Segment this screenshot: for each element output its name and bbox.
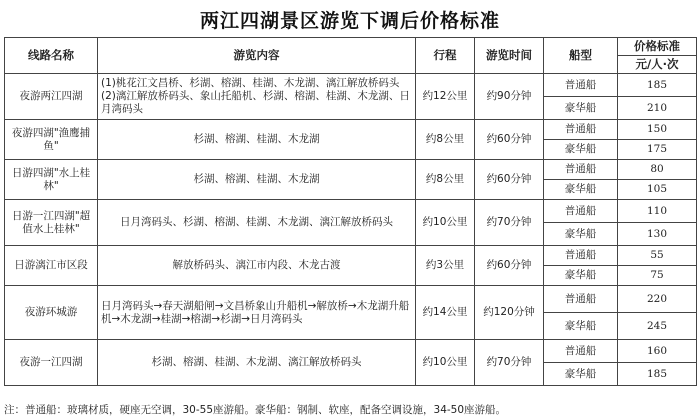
boat-type-luxury: 豪华船	[544, 313, 618, 340]
price-standard: 220	[618, 286, 697, 313]
table-row	[5, 286, 697, 313]
route-content: (1)桃花江文昌桥、杉湖、榕湖、桂湖、木龙湖、漓江解放桥码头 (2)漓江解放桥码头、象山托船机、杉湖、榕湖、桂湖、木龙湖、日月湾码头	[98, 74, 416, 120]
route-distance: 约8公里	[416, 120, 475, 160]
route-duration: 约60分钟	[475, 160, 544, 200]
header-duration: 游览时间	[475, 38, 544, 74]
header-route: 线路名称	[5, 38, 98, 74]
price-luxury: 75	[618, 266, 697, 286]
boat-type-standard: 普通船	[544, 120, 618, 140]
boat-type-luxury: 豪华船	[544, 266, 618, 286]
price-standard: 110	[618, 200, 697, 223]
route-name: 日游漓江市区段	[5, 246, 98, 286]
route-distance: 约14公里	[416, 286, 475, 340]
boat-type-standard: 普通船	[544, 160, 618, 180]
boat-type-standard: 普通船	[544, 340, 618, 363]
table-header-row	[5, 38, 697, 56]
price-standard: 150	[618, 120, 697, 140]
table-row	[5, 160, 697, 180]
route-name: 夜游两江四湖	[5, 74, 98, 120]
route-content: 杉湖、榕湖、桂湖、木龙湖	[98, 160, 416, 200]
route-duration: 约120分钟	[475, 286, 544, 340]
boat-type-luxury: 豪华船	[544, 363, 618, 386]
price-luxury: 210	[618, 97, 697, 120]
price-luxury: 130	[618, 223, 697, 246]
price-luxury: 105	[618, 180, 697, 200]
route-name: 夜游环城游	[5, 286, 98, 340]
route-duration: 约60分钟	[475, 120, 544, 160]
route-content: 日月湾码头、杉湖、榕湖、桂湖、木龙湖、漓江解放桥码头	[98, 200, 416, 246]
price-table	[4, 37, 697, 386]
route-duration: 约70分钟	[475, 200, 544, 246]
header-price: 价格标准	[618, 38, 697, 56]
route-content: 杉湖、榕湖、桂湖、木龙湖	[98, 120, 416, 160]
route-distance: 约10公里	[416, 340, 475, 386]
header-distance: 行程	[416, 38, 475, 74]
route-distance: 约12公里	[416, 74, 475, 120]
route-distance: 约10公里	[416, 200, 475, 246]
table-row	[5, 200, 697, 223]
footnote: 注：普通船：玻璃材质，硬座无空调，30-55座游船。豪华船：钢制、软座，配备空调设施，34-50座游船。	[4, 404, 507, 416]
boat-type-standard: 普通船	[544, 200, 618, 223]
header-content: 游览内容	[98, 38, 416, 74]
route-content: 日月湾码头→春天湖船闸→文昌桥象山升船机→解放桥→木龙湖升船机→木龙湖→桂湖→榕湖→杉湖→日月湾码头	[98, 286, 416, 340]
price-standard: 55	[618, 246, 697, 266]
page-title: 两江四湖景区游览下调后价格标准	[199, 10, 500, 32]
table-row	[5, 246, 697, 266]
route-name: 日游一江四湖"超值水上桂林"	[5, 200, 98, 246]
route-name: 夜游一江四湖	[5, 340, 98, 386]
boat-type-standard: 普通船	[544, 74, 618, 97]
boat-type-luxury: 豪华船	[544, 140, 618, 160]
boat-type-standard: 普通船	[544, 286, 618, 313]
route-distance: 约8公里	[416, 160, 475, 200]
price-standard: 185	[618, 74, 697, 97]
price-standard: 160	[618, 340, 697, 363]
price-luxury: 175	[618, 140, 697, 160]
price-standard: 80	[618, 160, 697, 180]
route-content: 杉湖、榕湖、桂湖、木龙湖、漓江解放桥码头	[98, 340, 416, 386]
route-duration: 约90分钟	[475, 74, 544, 120]
route-distance: 约3公里	[416, 246, 475, 286]
table-row	[5, 74, 697, 97]
route-name: 日游四湖"水上桂林"	[5, 160, 98, 200]
boat-type-standard: 普通船	[544, 246, 618, 266]
boat-type-luxury: 豪华船	[544, 180, 618, 200]
table-row	[5, 120, 697, 140]
boat-type-luxury: 豪华船	[544, 223, 618, 246]
route-duration: 约70分钟	[475, 340, 544, 386]
header-price-unit: 元/人·次	[618, 56, 697, 74]
header-boat: 船型	[544, 38, 618, 74]
route-content: 解放桥码头、漓江市内段、木龙古渡	[98, 246, 416, 286]
table-row	[5, 340, 697, 363]
route-duration: 约60分钟	[475, 246, 544, 286]
route-name: 夜游四湖"渔鹰捕鱼"	[5, 120, 98, 160]
boat-type-luxury: 豪华船	[544, 97, 618, 120]
price-luxury: 245	[618, 313, 697, 340]
price-luxury: 185	[618, 363, 697, 386]
